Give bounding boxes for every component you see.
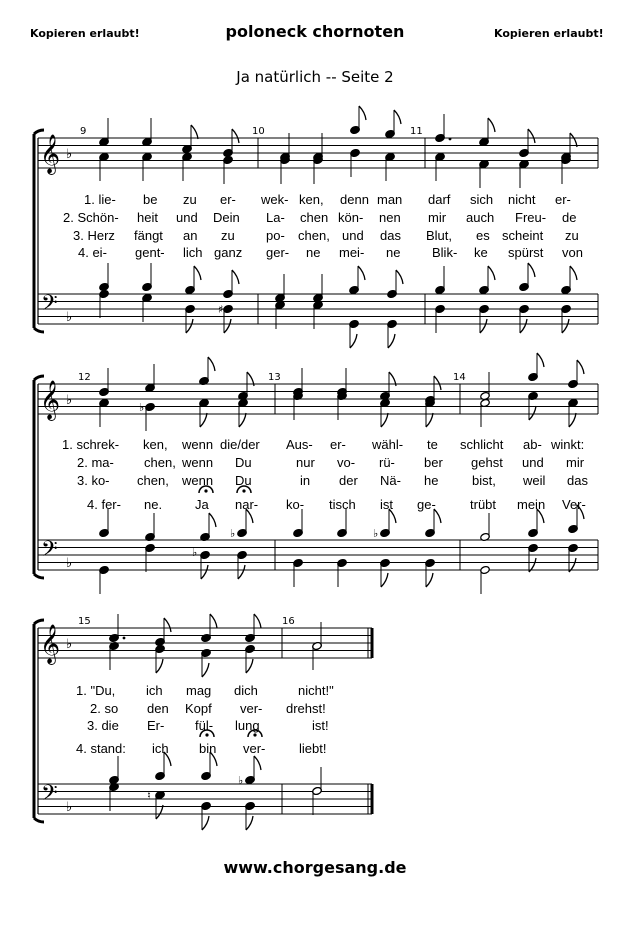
lyric-syllable: Er-: [147, 718, 165, 733]
lyric-syllable: das: [380, 228, 401, 243]
natural-icon: ♮: [147, 789, 151, 802]
lyric-syllable: und: [176, 210, 198, 225]
lyric-syllable: heit: [137, 210, 158, 225]
note-flag: [238, 565, 245, 579]
measure-number: 13: [268, 372, 281, 383]
lyric-syllable: nicht!": [298, 683, 334, 698]
lyric-syllable: ge-: [417, 497, 436, 512]
lyric-syllable: darf: [428, 192, 451, 207]
note-flag: [186, 319, 193, 333]
lyric-syllable: scheint: [502, 228, 544, 243]
note-flag: [200, 413, 207, 427]
note-flag: [164, 618, 171, 632]
note-flag: [201, 565, 208, 579]
note-flag: [381, 413, 388, 427]
lyric-syllable: ne: [386, 245, 401, 260]
lyric-syllable: Nä-: [380, 473, 401, 488]
measure-number: 16: [282, 616, 295, 627]
key-flat-icon: ♭: [66, 556, 73, 571]
lyric-syllable: nen: [379, 210, 401, 225]
copy-permission-left: Kopieren erlaubt!: [30, 27, 140, 40]
lyric-syllable: er-: [555, 192, 571, 207]
note-flag: [570, 133, 577, 147]
lyric-syllable: gehst: [471, 455, 503, 470]
lyric-syllable: dich: [234, 683, 258, 698]
lyric-syllable: an: [183, 228, 198, 243]
lyric-syllable: ich: [152, 741, 169, 756]
key-flat-icon: ♭: [66, 800, 73, 815]
lyric-syllable: den: [147, 701, 169, 716]
lyric-syllable: te: [427, 437, 438, 452]
lyric-syllable: gent-: [135, 245, 165, 260]
note-flag: [528, 263, 535, 277]
lyric-syllable: drehst!: [286, 701, 326, 716]
note-flag: [232, 270, 239, 284]
note-flag: [210, 614, 217, 628]
lyric-syllable: trübt: [470, 497, 497, 512]
note-flag: [359, 106, 366, 120]
note-flag: [488, 118, 495, 132]
lyric-syllable: ne: [306, 245, 321, 260]
flat-icon: ♭: [373, 527, 379, 540]
lyric-syllable: wenn: [182, 455, 214, 470]
fermata-icon: [242, 489, 245, 492]
lyric-syllable: chen,: [298, 228, 330, 243]
flat-icon: ♭: [238, 774, 244, 787]
lyric-syllable: es: [476, 228, 490, 243]
note-flag: [246, 659, 253, 673]
measure-number: 15: [78, 616, 91, 627]
lyric-syllable: mir: [428, 210, 447, 225]
note-flag: [528, 129, 535, 143]
lyric-syllable: ab-: [523, 437, 542, 452]
lyric-syllable: 1. schrek-: [62, 437, 120, 452]
lyric-syllable: in: [300, 473, 311, 488]
note-flag: [381, 573, 388, 587]
lyric-syllable: ne.: [144, 497, 163, 512]
measure-number: 14: [453, 372, 466, 383]
note-flag: [358, 266, 365, 280]
lyric-syllable: ist: [380, 497, 393, 512]
lyric-syllable: rü-: [379, 455, 395, 470]
lyric-syllable: 3. Herz: [73, 228, 115, 243]
lyric-syllable: schlicht: [460, 437, 504, 452]
lyric-syllable: Blut,: [426, 228, 453, 243]
measure-number: 11: [410, 126, 423, 137]
lyric-syllable: mag: [186, 683, 212, 698]
note-flag: [388, 334, 395, 348]
lyric-syllable: 1. lie-: [84, 192, 116, 207]
lyric-syllable: und: [342, 228, 364, 243]
lyric-syllable: das: [567, 473, 588, 488]
lyric-syllable: chen,: [144, 455, 176, 470]
note-flag: [562, 319, 569, 333]
flat-icon: ♭: [192, 546, 198, 559]
lyric-syllable: lung: [235, 718, 260, 733]
bass-clef-icon: 𝄢: [41, 537, 58, 567]
lyric-syllable: zu: [183, 192, 197, 207]
note-flag: [350, 334, 357, 348]
lyric-syllable: 2. ma-: [77, 455, 114, 470]
note-flag: [254, 756, 261, 770]
lyric-syllable: bin: [199, 741, 217, 756]
lyric-syllable: er-: [330, 437, 346, 452]
treble-clef-icon: 𝄞: [40, 380, 61, 420]
lyric-syllable: liebt!: [299, 741, 327, 756]
lyric-syllable: Aus-: [286, 437, 313, 452]
lyric-syllable: mei-: [339, 245, 365, 260]
note-flag: [239, 413, 246, 427]
note-flag: [208, 357, 215, 371]
lyric-syllable: chen: [300, 210, 329, 225]
lyric-syllable: tisch: [329, 497, 356, 512]
note-flag: [396, 270, 403, 284]
lyric-syllable: ist!: [312, 718, 329, 733]
note-flag: [426, 573, 433, 587]
lyric-syllable: ger-: [266, 245, 290, 260]
lyric-syllable: spürst: [508, 245, 544, 260]
lyric-syllable: 3. die: [87, 718, 119, 733]
lyric-syllable: ko-: [286, 497, 305, 512]
lyric-syllable: 2. Schön-: [63, 210, 119, 225]
lyric-syllable: ver-: [240, 701, 263, 716]
lyric-syllable: ke: [474, 245, 488, 260]
lyric-syllable: wek-: [261, 192, 289, 207]
note-flag: [254, 614, 261, 628]
lyric-syllable: po-: [266, 228, 285, 243]
lyric-syllable: man: [377, 192, 403, 207]
note-flag: [569, 413, 576, 427]
note-flag: [209, 513, 216, 527]
lyric-syllable: mein: [517, 497, 546, 512]
lyric-syllable: La-: [266, 210, 285, 225]
lyric-syllable: lich: [183, 245, 203, 260]
note-flag: [394, 110, 401, 124]
lyric-syllable: he: [424, 473, 439, 488]
lyric-syllable: und: [522, 455, 544, 470]
lyric-syllable: wenn: [182, 473, 214, 488]
note-flag: [577, 360, 584, 374]
lyric-syllable: denn: [340, 192, 369, 207]
note-flag: [246, 816, 253, 830]
lyric-syllable: chen,: [137, 473, 169, 488]
measure-number: 10: [252, 126, 265, 137]
lyric-syllable: Du: [235, 473, 252, 488]
lyric-syllable: nar-: [235, 497, 259, 512]
lyric-syllable: zu: [221, 228, 235, 243]
page-title: poloneck chornoten: [225, 22, 405, 41]
sharp-icon: ♯: [218, 303, 224, 316]
key-flat-icon: ♭: [66, 393, 73, 408]
lyric-syllable: sich: [470, 192, 494, 207]
note-flag: [202, 663, 209, 677]
lyric-syllable: Dein: [213, 210, 240, 225]
note-flag: [537, 353, 544, 367]
lyric-syllable: Freu-: [515, 210, 547, 225]
lyric-syllable: 2. so: [90, 701, 119, 716]
note-flag: [529, 406, 536, 420]
lyric-syllable: 1. "Du,: [76, 683, 116, 698]
lyric-syllable: ber: [424, 455, 443, 470]
lyric-syllable: er-: [220, 192, 236, 207]
song-subtitle: Ja natürlich -- Seite 2: [236, 68, 394, 86]
fermata-icon: [205, 733, 208, 736]
lyric-syllable: nicht: [508, 192, 536, 207]
lyric-syllable: 4. fer-: [87, 497, 121, 512]
note-flag: [434, 376, 441, 390]
lyric-syllable: kön-: [338, 210, 364, 225]
note-flag: [570, 266, 577, 280]
lyric-syllable: mir: [566, 455, 585, 470]
note-flag: [480, 319, 487, 333]
bass-clef-icon: 𝄢: [41, 291, 58, 321]
lyric-syllable: wähl-: [372, 437, 404, 452]
lyric-syllable: be: [143, 192, 158, 207]
note-flag: [156, 805, 163, 819]
measure-number: 12: [78, 372, 91, 383]
lyric-syllable: die/der: [220, 437, 260, 452]
lyric-syllable: ken,: [299, 192, 324, 207]
key-flat-icon: ♭: [66, 310, 73, 325]
lyric-syllable: Ja: [195, 497, 209, 512]
note-flag: [202, 816, 209, 830]
note-flag: [191, 125, 198, 139]
lyric-syllable: de: [562, 210, 577, 225]
note-flag: [426, 413, 433, 427]
lyric-syllable: ver-: [243, 741, 266, 756]
note-flag: [194, 266, 201, 280]
lyric-syllable: Kopf: [185, 701, 212, 716]
lyric-syllable: auch: [466, 210, 495, 225]
lyric-syllable: 4. ei-: [78, 245, 107, 260]
dot: [449, 138, 452, 141]
flat-icon: ♭: [139, 401, 145, 414]
copy-permission-right: Kopieren erlaubt!: [494, 27, 604, 40]
lyric-syllable: ich: [146, 683, 163, 698]
key-flat-icon: ♭: [66, 147, 73, 162]
lyric-syllable: bist,: [472, 473, 496, 488]
key-flat-icon: ♭: [66, 637, 73, 652]
lyric-syllable: der: [339, 473, 358, 488]
lyric-syllable: Du: [235, 455, 252, 470]
lyric-syllable: weil: [523, 473, 546, 488]
lyric-syllable: zu: [565, 228, 579, 243]
lyric-syllable: Blik-: [432, 245, 458, 260]
dot: [123, 637, 126, 640]
lyric-syllable: 3. ko-: [77, 473, 110, 488]
lyric-syllable: fängt: [134, 228, 163, 243]
lyric-syllable: vo-: [337, 455, 356, 470]
flat-icon: ♭: [230, 527, 236, 540]
lyric-syllable: von: [562, 245, 583, 260]
note-flag: [520, 319, 527, 333]
measure-number: 9: [80, 126, 87, 137]
lyric-syllable: Ver-: [562, 497, 586, 512]
lyric-syllable: wenn: [182, 437, 214, 452]
note-flag: [156, 659, 163, 673]
note-flag: [232, 129, 239, 143]
website-footer: www.chorgesang.de: [223, 858, 407, 877]
lyric-syllable: fül-: [195, 718, 214, 733]
note-flag: [224, 319, 231, 333]
bass-clef-icon: 𝄢: [41, 781, 58, 811]
note-flag: [488, 266, 495, 280]
lyric-syllable: nur: [296, 455, 315, 470]
treble-clef-icon: 𝄞: [40, 624, 61, 664]
lyric-syllable: 4. stand:: [76, 741, 126, 756]
lyric-syllable: ganz: [214, 245, 243, 260]
fermata-icon: [204, 489, 207, 492]
lyric-syllable: winkt:: [551, 437, 585, 452]
lyric-syllable: ken,: [143, 437, 168, 452]
fermata-icon: [253, 733, 256, 736]
treble-clef-icon: 𝄞: [40, 134, 61, 174]
